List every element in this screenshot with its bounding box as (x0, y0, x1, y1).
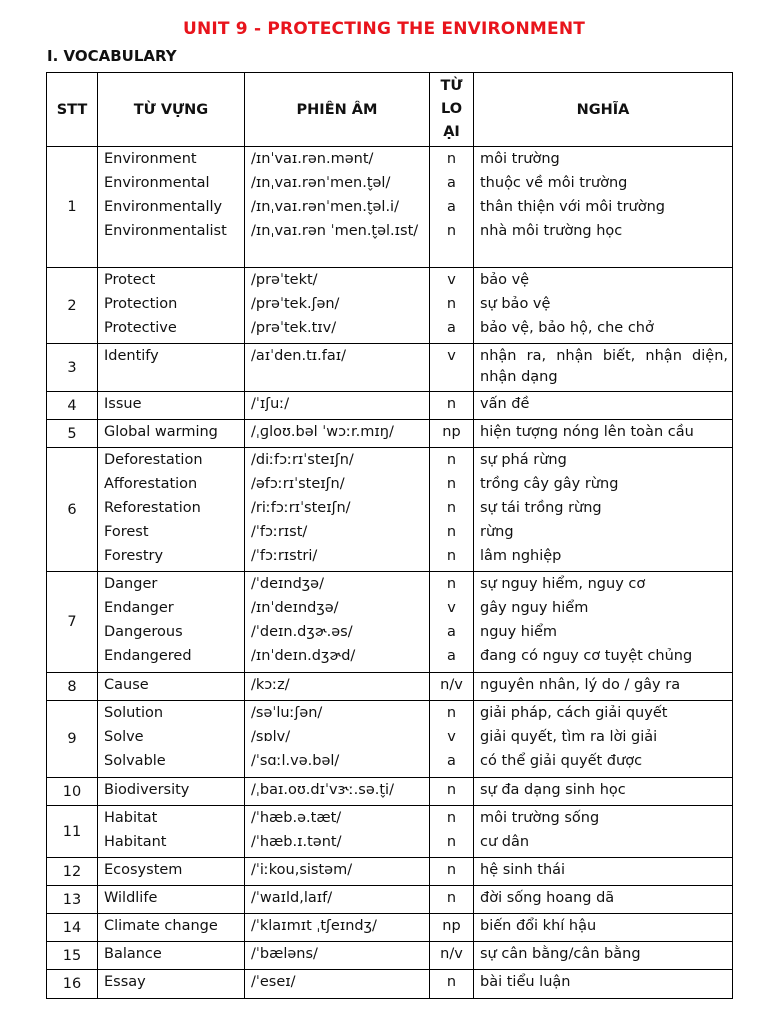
vocab-word: Protect (104, 272, 156, 288)
pos-cell (430, 673, 474, 701)
part-of-speech: a (447, 199, 456, 215)
vocab-word: Reforestation (104, 500, 201, 516)
word-cell (98, 673, 245, 701)
phonetic-transcription: /prəˈtek.ʃən/ (251, 296, 340, 312)
vocab-word: Environmentally (104, 199, 223, 215)
table-row (47, 673, 733, 701)
vietnamese-meaning: đang có nguy cơ tuyệt chủng (480, 648, 693, 664)
row-number: 8 (47, 673, 98, 701)
pos-cell (430, 914, 474, 942)
vietnamese-meaning: giải pháp, cách giải quyết (480, 705, 668, 721)
pos-cell (430, 942, 474, 970)
phonetic-transcription: /aɪˈden.tɪ.faɪ/ (251, 348, 347, 364)
table-row (47, 572, 733, 673)
part-of-speech: n (446, 834, 457, 850)
header-stt: STT (47, 73, 98, 147)
vocab-word: Cause (104, 677, 149, 693)
vocab-word: Habitat (104, 810, 158, 826)
vocab-word: Environment (104, 151, 197, 167)
table-row (47, 858, 733, 886)
ipa-cell (245, 420, 430, 448)
row-number: 2 (47, 268, 98, 344)
phonetic-transcription: /ˌɡloʊ.bəl ˈwɔːr.mɪŋ/ (251, 424, 394, 440)
phonetic-transcription: /diːfɔːrɪˈsteɪʃn/ (251, 452, 354, 468)
ipa-cell (245, 344, 430, 392)
phonetic-transcription: /kɔːz/ (251, 677, 290, 693)
phonetic-transcription: /ˈklaɪmɪt ˌtʃeɪndʒ/ (251, 918, 377, 934)
table-row (47, 778, 733, 806)
phonetic-transcription: /ɪnˌvaɪ.rənˈmen.t̬əl/ (251, 175, 391, 191)
pos-cell (430, 970, 474, 999)
phonetic-transcription: /prəˈtek.tɪv/ (251, 320, 337, 336)
meaning-cell (474, 778, 733, 806)
phonetic-transcription: /ˈfɔːrɪst/ (251, 524, 308, 540)
part-of-speech: n (446, 396, 457, 412)
part-of-speech: n (446, 890, 457, 906)
ipa-cell (245, 806, 430, 858)
word-cell (98, 344, 245, 392)
pos-cell (430, 886, 474, 914)
part-of-speech: n (446, 223, 457, 239)
word-cell (98, 778, 245, 806)
vietnamese-meaning: gây nguy hiểm (480, 600, 589, 616)
part-of-speech: n (446, 452, 457, 468)
part-of-speech: n (446, 476, 457, 492)
ipa-cell (245, 886, 430, 914)
section-heading: I. VOCABULARY (47, 47, 177, 65)
part-of-speech: n (446, 151, 457, 167)
ipa-cell (245, 572, 430, 673)
header-meaning: NGHĨA (474, 73, 733, 147)
word-cell (98, 392, 245, 420)
header-pos-line: ẠI (443, 124, 460, 140)
vietnamese-meaning: nguyên nhân, lý do / gây ra (480, 677, 681, 693)
phonetic-transcription: /ɪnˈdeɪndʒə/ (251, 600, 339, 616)
vocabulary-table (46, 72, 733, 999)
table-row (47, 268, 733, 344)
meaning-cell (474, 701, 733, 778)
row-number: 7 (47, 572, 98, 673)
vocab-word: Solution (104, 705, 164, 721)
phonetic-transcription: /səˈluːʃən/ (251, 705, 323, 721)
ipa-cell (245, 448, 430, 572)
vietnamese-meaning: bảo vệ (480, 272, 530, 288)
vocab-word: Ecosystem (104, 862, 183, 878)
pos-cell (430, 806, 474, 858)
phonetic-transcription: /ˈɪʃuː/ (251, 396, 290, 412)
part-of-speech: v (447, 600, 456, 616)
ipa-cell (245, 673, 430, 701)
vietnamese-meaning: nguy hiểm (480, 624, 558, 640)
part-of-speech: n (446, 296, 457, 312)
word-cell (98, 572, 245, 673)
ipa-cell (245, 701, 430, 778)
part-of-speech: a (447, 175, 456, 191)
meaning-cell (474, 420, 733, 448)
header-word: TỪ VỰNG (98, 73, 245, 147)
phonetic-transcription: /riːfɔːrɪˈsteɪʃn/ (251, 500, 351, 516)
phonetic-transcription: /ɪnˈvaɪ.rən.mənt/ (251, 151, 374, 167)
table-row (47, 942, 733, 970)
phonetic-transcription: /sɒlv/ (251, 729, 291, 745)
part-of-speech: n (446, 862, 457, 878)
ipa-cell (245, 268, 430, 344)
word-cell (98, 970, 245, 999)
ipa-cell (245, 778, 430, 806)
vietnamese-meaning: sự bảo vệ (480, 296, 551, 312)
table-row (47, 448, 733, 572)
vocab-word: Endanger (104, 600, 174, 616)
vocab-word: Forest (104, 524, 149, 540)
vietnamese-meaning: có thể giải quyết được (480, 753, 643, 769)
part-of-speech: n (446, 810, 457, 826)
vocab-word: Deforestation (104, 452, 203, 468)
part-of-speech: a (447, 753, 456, 769)
vocab-word: Biodiversity (104, 782, 190, 798)
table-row (47, 344, 733, 392)
phonetic-transcription: /ˌbaɪ.oʊ.dɪˈvɝː.sə.t̬i/ (251, 782, 394, 798)
row-number: 6 (47, 448, 98, 572)
header-pos (430, 73, 474, 147)
vietnamese-meaning: thuộc về môi trường (480, 175, 628, 191)
vietnamese-meaning: hiện tượng nóng lên toàn cầu (480, 424, 694, 440)
vietnamese-meaning: môi trường (480, 151, 560, 167)
table-row (47, 886, 733, 914)
vocab-word: Dangerous (104, 624, 183, 640)
vietnamese-meaning: sự cân bằng/cân bằng (480, 946, 641, 962)
header-pos-line: TỪ (440, 78, 463, 94)
phonetic-transcription: /ˈeseɪ/ (251, 974, 296, 990)
row-number: 12 (47, 858, 98, 886)
vietnamese-meaning: cư dân (480, 834, 530, 850)
meaning-cell (474, 344, 733, 392)
vocab-word: Climate change (104, 918, 218, 934)
part-of-speech: v (447, 348, 456, 364)
pos-cell (430, 392, 474, 420)
meaning-cell (474, 942, 733, 970)
pos-cell (430, 268, 474, 344)
table-row (47, 970, 733, 999)
phonetic-transcription: /əfɔːrɪˈsteɪʃn/ (251, 476, 345, 492)
phonetic-transcription: /ˈwaɪld,laɪf/ (251, 890, 333, 906)
part-of-speech: a (447, 624, 456, 640)
vocab-word: Wildlife (104, 890, 158, 906)
word-cell (98, 268, 245, 344)
word-cell (98, 942, 245, 970)
part-of-speech: n (446, 974, 457, 990)
phonetic-transcription: /ɪnˌvaɪ.rənˈmen.t̬əl.i/ (251, 199, 399, 215)
header-ipa: PHIÊN ÂM (245, 73, 430, 147)
vocab-word: Solvable (104, 753, 166, 769)
vocab-word: Balance (104, 946, 162, 962)
row-number: 1 (47, 147, 98, 268)
phonetic-transcription: /ˈhæb.ə.tæt/ (251, 810, 342, 826)
part-of-speech: np (442, 918, 461, 934)
ipa-cell (245, 914, 430, 942)
vocab-word: Issue (104, 396, 142, 412)
table-row (47, 806, 733, 858)
ipa-cell (245, 970, 430, 999)
ipa-cell (245, 392, 430, 420)
row-number: 5 (47, 420, 98, 448)
word-cell (98, 448, 245, 572)
row-number: 9 (47, 701, 98, 778)
row-number: 10 (47, 778, 98, 806)
vocab-word: Solve (104, 729, 144, 745)
vietnamese-meaning: nhận ra, nhận biết, nhận diện, nhận dạng (480, 348, 728, 385)
table-row (47, 701, 733, 778)
meaning-cell (474, 886, 733, 914)
phonetic-transcription: /ˈsɑːl.və.bəl/ (251, 753, 340, 769)
vocab-word: Danger (104, 576, 158, 592)
part-of-speech: np (442, 424, 461, 440)
word-cell (98, 420, 245, 448)
document-title: UNIT 9 - PROTECTING THE ENVIRONMENT (182, 19, 586, 39)
vietnamese-meaning: sự phá rừng (480, 452, 567, 468)
vietnamese-meaning: biến đổi khí hậu (480, 918, 597, 934)
meaning-cell (474, 147, 733, 268)
vietnamese-meaning: bài tiểu luận (480, 974, 571, 990)
vocab-word: Global warming (104, 424, 218, 440)
pos-cell (430, 858, 474, 886)
part-of-speech: n/v (440, 946, 463, 962)
vietnamese-meaning: rừng (480, 524, 514, 540)
part-of-speech: n (446, 705, 457, 721)
table-header-row (47, 73, 733, 147)
vietnamese-meaning: sự đa dạng sinh học (480, 782, 626, 798)
vocab-word: Protection (104, 296, 178, 312)
vietnamese-meaning: hệ sinh thái (480, 862, 566, 878)
vocab-word: Protective (104, 320, 177, 336)
part-of-speech: n (446, 576, 457, 592)
ipa-cell (245, 858, 430, 886)
header-pos-line: LO (440, 101, 463, 117)
table-row (47, 392, 733, 420)
word-cell (98, 914, 245, 942)
vocab-word: Essay (104, 974, 146, 990)
part-of-speech: n (446, 524, 457, 540)
phonetic-transcription: /ˈiːkou,sistəm/ (251, 862, 353, 878)
part-of-speech: a (447, 648, 456, 664)
row-number: 14 (47, 914, 98, 942)
vietnamese-meaning: nhà môi trường học (480, 223, 623, 239)
part-of-speech: a (447, 320, 456, 336)
part-of-speech: n (446, 782, 457, 798)
vocab-word: Forestry (104, 548, 164, 564)
table-row (47, 420, 733, 448)
meaning-cell (474, 448, 733, 572)
row-number: 16 (47, 970, 98, 999)
vietnamese-meaning: đời sống hoang dã (480, 890, 615, 906)
vietnamese-meaning: thân thiện với môi trường (480, 199, 666, 215)
vocab-word: Environmentalist (104, 223, 227, 239)
meaning-cell (474, 970, 733, 999)
vietnamese-meaning: lâm nghiệp (480, 548, 562, 564)
pos-cell (430, 778, 474, 806)
vietnamese-meaning: môi trường sống (480, 810, 600, 826)
row-number: 15 (47, 942, 98, 970)
ipa-cell (245, 942, 430, 970)
phonetic-transcription: /ˈfɔːrɪstri/ (251, 548, 318, 564)
word-cell (98, 701, 245, 778)
vietnamese-meaning: bảo vệ, bảo hộ, che chở (480, 320, 654, 336)
part-of-speech: n/v (440, 677, 463, 693)
word-cell (98, 858, 245, 886)
table-row (47, 914, 733, 942)
row-number: 11 (47, 806, 98, 858)
ipa-cell (245, 147, 430, 268)
meaning-cell (474, 392, 733, 420)
table-row (47, 147, 733, 268)
row-number: 3 (47, 344, 98, 392)
vietnamese-meaning: sự nguy hiểm, nguy cơ (480, 576, 646, 592)
phonetic-transcription: /prəˈtekt/ (251, 272, 318, 288)
phonetic-transcription: /ˈhæb.ɪ.tənt/ (251, 834, 342, 850)
row-number: 13 (47, 886, 98, 914)
meaning-cell (474, 914, 733, 942)
vocab-word: Identify (104, 348, 159, 364)
vocab-word: Afforestation (104, 476, 198, 492)
meaning-cell (474, 806, 733, 858)
meaning-cell (474, 858, 733, 886)
pos-cell (430, 701, 474, 778)
vietnamese-meaning: trồng cây gây rừng (480, 476, 619, 492)
phonetic-transcription: /ˈbæləns/ (251, 946, 318, 962)
part-of-speech: v (447, 272, 456, 288)
vietnamese-meaning: vấn đề (480, 396, 530, 412)
pos-cell (430, 572, 474, 673)
phonetic-transcription: /ˈdeɪn.dʒɚ.əs/ (251, 624, 353, 640)
vocab-word: Habitant (104, 834, 167, 850)
pos-cell (430, 344, 474, 392)
phonetic-transcription: /ɪnˌvaɪ.rən ˈmen.t̬əl.ɪst/ (251, 223, 419, 239)
word-cell (98, 806, 245, 858)
pos-cell (430, 147, 474, 268)
part-of-speech: n (446, 500, 457, 516)
vocab-word: Environmental (104, 175, 210, 191)
word-cell (98, 886, 245, 914)
pos-cell (430, 420, 474, 448)
row-number: 4 (47, 392, 98, 420)
meaning-cell (474, 572, 733, 673)
vocab-word: Endangered (104, 648, 192, 664)
part-of-speech: v (447, 729, 456, 745)
meaning-cell (474, 673, 733, 701)
part-of-speech: n (446, 548, 457, 564)
meaning-cell (474, 268, 733, 344)
table-body (47, 147, 733, 999)
phonetic-transcription: /ˈdeɪndʒə/ (251, 576, 324, 592)
phonetic-transcription: /ɪnˈdeɪn.dʒɚd/ (251, 648, 356, 664)
vietnamese-meaning: giải quyết, tìm ra lời giải (480, 729, 658, 745)
vietnamese-meaning: sự tái trồng rừng (480, 500, 602, 516)
word-cell (98, 147, 245, 268)
pos-cell (430, 448, 474, 572)
